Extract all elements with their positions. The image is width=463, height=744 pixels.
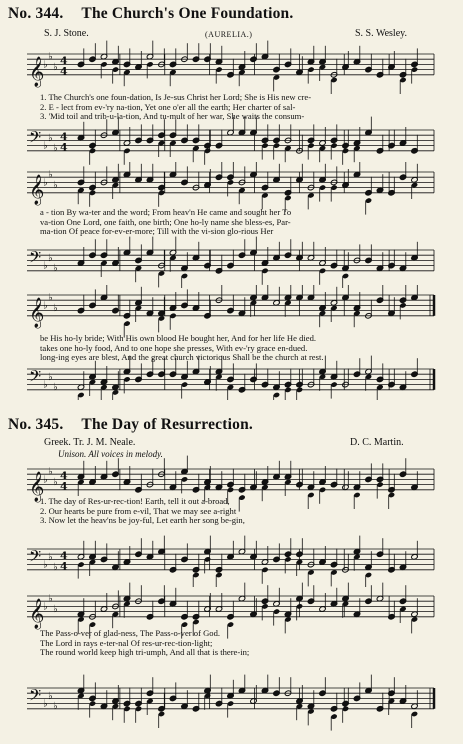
flat-icon: ♭ [43,177,48,189]
bass-staff [27,675,434,731]
flat-icon: ♭ [43,260,48,272]
flat-icon: ♭ [48,593,53,605]
verse-line: a - tion By wa-ter and the word; From heav'n He came and sought her To [40,208,292,217]
flat-icon: ♭ [53,604,58,615]
hymn-345-author: Greek. Tr. J. M. Neale. [44,437,136,448]
bass-clef-icon: 𝄢 [29,248,42,271]
hymn-344-title: The Church's One Foundation. [81,5,294,22]
verse-line: The Pass-o-ver of glad-ness, The Pass-o-ver of God. [40,629,221,638]
flat-icon: ♭ [48,551,53,563]
flat-icon: ♭ [48,252,53,264]
verse-line: be His ho-ly bride; With His own blood He bought her, And for her life He died. [40,334,317,343]
flat-icon: ♭ [43,601,48,613]
svg-text:4: 4 [60,479,68,493]
flat-icon: ♭ [48,371,53,383]
hymn-344-tune: (AURELIA.) [205,30,253,39]
treble-clef-icon: 𝄞 [29,174,45,205]
hymn-344-number: No. 344. [8,5,64,22]
svg-text:4: 4 [60,130,68,144]
flat-icon: ♭ [53,562,58,574]
hymn-345-lyrics-1 [40,497,432,526]
hymn-344-lyrics-2 [40,208,432,237]
flat-icon: ♭ [53,477,58,488]
flat-icon: ♭ [48,169,53,181]
verse-line: ma-tion Of peace for-ev-er-more; Till with the vi-sion glo-rious Her [40,226,274,237]
bass-clef-icon: 𝄢 [29,547,42,570]
flat-icon: ♭ [43,379,48,391]
verse-line: 3. Now let the heav'ns be joy-ful, Let earth her song be-gin, [40,515,245,526]
flat-icon: ♭ [53,701,58,713]
hymn-344-author: S. J. Stone. [44,28,89,39]
verse-line: 1. The day of Res-ur-rec-tion! Earth, tell it out a-broad, [40,497,230,506]
hymn-345-number: No. 345. [8,416,64,433]
flat-icon: ♭ [48,132,53,144]
verse-line: The round world keep high tri-umph, And all that is there-in; [40,647,250,658]
hymn-345-title-line [8,416,253,434]
hymn-344-title-line [8,5,293,23]
verse-line: 3. 'Mid toil and trib-u-la-tion, And tu-mult of her war, She waits the consum- [40,111,305,122]
bass-clef-icon: 𝄢 [29,367,42,390]
treble-staff [27,41,434,94]
treble-clef-icon: 𝄞 [29,471,45,502]
flat-icon: ♭ [43,559,48,571]
flat-icon: ♭ [53,180,58,191]
hymn-345-title: The Day of Resurrection. [81,416,253,433]
treble-clef-icon: 𝄞 [29,297,45,328]
bass-clef-icon: 𝄢 [29,686,42,709]
flat-icon: ♭ [43,474,48,486]
svg-text:4: 4 [60,559,68,573]
svg-text:4: 4 [60,54,68,68]
treble-clef-icon: 𝄞 [29,598,45,629]
flat-icon: ♭ [53,62,58,73]
svg-text:4: 4 [60,140,68,154]
flat-icon: ♭ [48,51,53,63]
hymn-344-lyrics-1 [40,93,432,122]
flat-icon: ♭ [43,59,48,71]
flat-icon: ♭ [43,698,48,710]
flat-icon: ♭ [43,140,48,152]
verse-line: takes one ho-ly food, And to one hope she presses, With ev-'ry grace en-dued. [40,342,308,353]
svg-text:4: 4 [60,469,68,483]
bass-staff [27,536,434,587]
hymn-344-composer: S. S. Wesley. [355,28,407,39]
treble-clef-icon: 𝄞 [29,56,45,87]
bass-staff [27,237,434,288]
flat-icon: ♭ [53,382,58,394]
flat-icon: ♭ [53,303,58,314]
hymn-345-lyrics-2 [40,629,432,658]
bass-clef-icon: 𝄢 [29,128,42,151]
flat-icon: ♭ [53,143,58,155]
svg-text:4: 4 [60,549,68,563]
flat-icon: ♭ [53,263,58,275]
verse-line: 2. Our hearts be pure from e-vil, That we may see a-right [40,505,237,516]
hymn-345-composer: D. C. Martin. [350,437,404,448]
verse-line: long-ing eyes are blest, And the great church victorious Shall be the church at rest. [40,352,324,363]
verse-line: 1. The Church's one foun-dation, Is Je-sus Christ her Lord; She is His new cre- [40,93,312,102]
flat-icon: ♭ [48,690,53,702]
flat-icon: ♭ [48,466,53,478]
hymn-344-lyrics-3 [40,334,432,363]
svg-text:4: 4 [60,64,68,78]
verse-line: 2. E - lect from ev-'ry na-tion, Yet one o'er all the earth; Her charter of sal- [40,101,296,112]
hymn-345-system-2-staves [0,582,463,742]
treble-staff [27,285,434,338]
verse-line: va-tion One Lord, one faith, one birth; One ho-ly name she bless-es, Par- [40,216,291,227]
treble-staff [27,162,434,215]
verse-line: The Lord in rays e-ter-nal Of res-ur-rec-tion-light; [40,637,213,648]
flat-icon: ♭ [48,292,53,304]
bass-staff [27,117,434,165]
hymn-345-direction: Unison. All voices in melody. [58,449,163,459]
flat-icon: ♭ [43,300,48,312]
